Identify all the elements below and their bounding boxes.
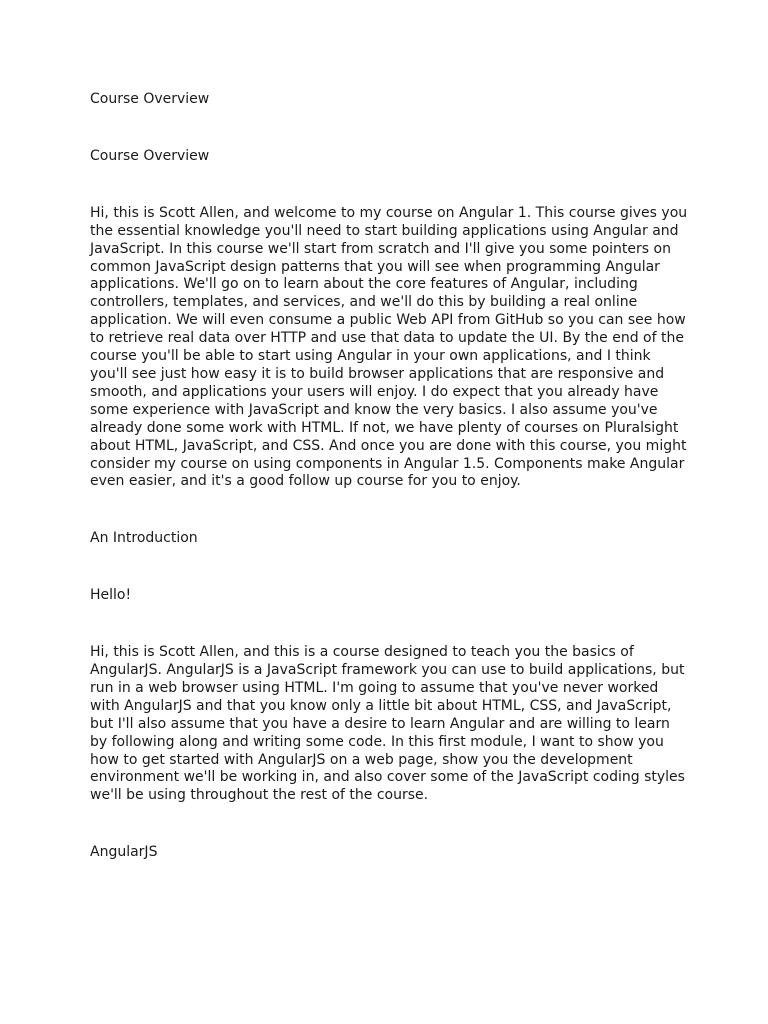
spacer (90, 166, 690, 205)
section-heading-angularjs: AngularJS (90, 844, 158, 861)
subheading-hello: Hello! (90, 587, 132, 604)
paragraph-introduction: Hi, this is Scott Allen, and this is a course designed to teach you the basics of AngularJS. AngularJS is a JavaScript framework you can use to build applications, but run in a web browser using HTML. I'm going to assume that you've never worked with AngularJS and that you know only a little bit about HTML, CSS, and JavaScript, but I'll also assume that you have a desire to learn Angular and are willing to learn by following along and writing some code. In this first module, I want to show you how to get started with AngularJS on a web page, show you the development environment we'll be working in, and also cover some of the JavaScript coding styles we'll be using throughout the rest of the course. (90, 644, 685, 804)
section-heading-course-overview: Course Overview (90, 91, 210, 107)
subheading-course-overview: Course Overview (90, 147, 210, 164)
document-page (90, 91, 690, 862)
paragraph-course-overview: Hi, this is Scott Allen, and welcome to my course on Angular 1. This course gives you the essential knowledge you'll need to start building applications using Angular and JavaScript. In this course we'll start from scratch and I'll give you some pointers on common JavaScript design patterns that you will see when programming Angular applications. We'll go on to learn about the core features of Angular, including controllers, templates, and services, and we'll do this by building a real online application. We will even consume a public Web API from GitHub so you can see how to retrieve real data over HTTP and use that data to update the UI. By the end of the course you'll be able to start using Angular in your own applications, and I think you'll see just how easy it is to build browser applications that are responsive and smooth, and applications your users will enjoy. I do expect that you already have some experience with JavaScript and know the very basics. I also assume you've already done some work with HTML. If not, we have plenty of courses on Pluralsight about HTML, JavaScript, and CSS. And once you are done with this course, you might consider my course on using components in Angular 1.5. Components make Angular even easier, and it's a good follow up course for you to enjoy. (90, 204, 688, 490)
spacer (90, 109, 690, 148)
spacer (90, 548, 690, 587)
spacer (90, 605, 690, 644)
spacer (90, 805, 690, 844)
section-heading-introduction: An Introduction (90, 530, 198, 547)
spacer (90, 491, 690, 530)
